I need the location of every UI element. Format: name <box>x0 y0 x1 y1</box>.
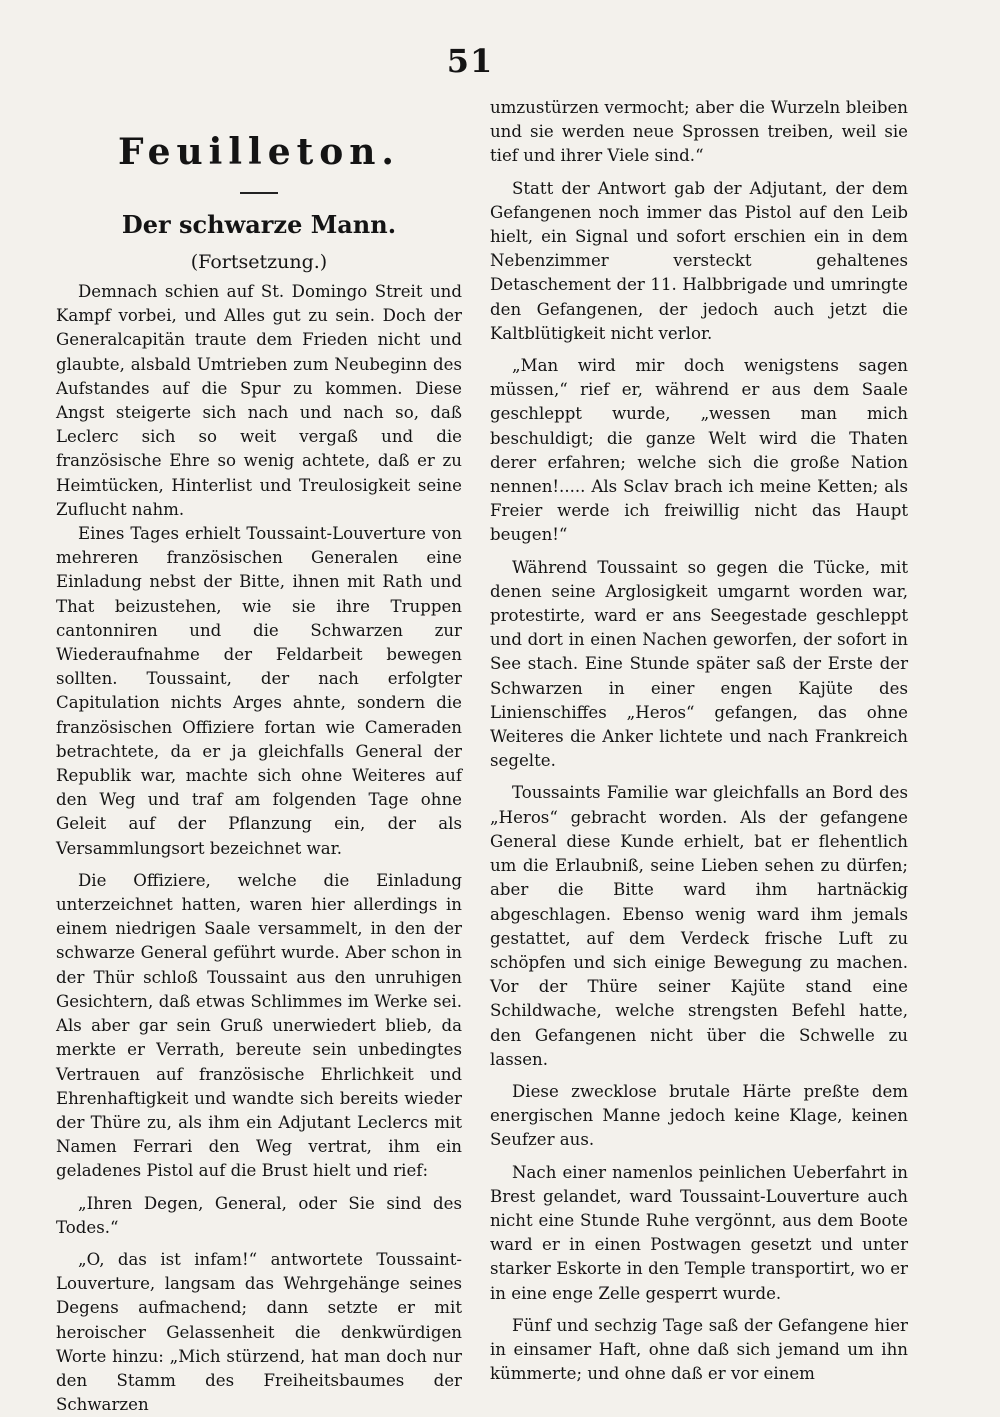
paragraph: „Ihren Degen, General, oder Sie sind des Todes.“ <box>56 1193 462 1237</box>
paragraph: „O, das ist infam!“ antwortete Toussaint-Louverture, langsam das Wehrgehänge seines Degens aufmachend; dann setzte er mit heroischer Gelassenheit die denkwürdigen Worte hinzu: „Mich stürzend, hat man doch nur den Stamm des Freiheitsbaumes der Schwarzen <box>56 1249 462 1415</box>
paragraph: Statt der Antwort gab der Adjutant, der dem Gefangenen noch immer das Pistol auf den Leib hielt, ein Signal und sofort erschien ein in dem Nebenzimmer versteckt gehaltenes Detaschement der 11. Halbbrigade und umringte den Gefangenen, der jedoch auch jetzt die Kaltblütigkeit nicht verlor. <box>490 178 908 343</box>
paragraph: umzustürzen vermocht; aber die Wurzeln bleiben und sie werden neue Sprossen treiben, weil sie tief und ihrer Viele sind.“ <box>490 98 908 166</box>
paragraph: Nach einer namenlos peinlichen Ueberfahrt in Brest gelandet, ward Toussaint-Louverture auch nicht eine Stunde Ruhe vergönnt, aus dem Boote ward er in einen Postwagen gesetzt und unter starker Eskorte in den Temple transportirt, wo er in eine enge Zelle gesperrt wurde. <box>490 1162 908 1303</box>
article-title: Der schwarze Mann. <box>121 210 397 239</box>
paragraph: Während Toussaint so gegen die Tücke, mit denen seine Arglosigkeit umgarnt worden war, protestirte, ward er ans Seegestade geschleppt und dort in einen Nachen geworfen, der sofort in See stach. Eine Stunde später saß der Erste der Schwarzen in einer engen Kajüte des Linienschiffes „Heros“ gefangen, das ohne Weiteres die Anker lichtete und nach Frankreich segelte. <box>490 557 908 771</box>
right-column <box>490 96 908 1386</box>
paragraph: Eines Tages erhielt Toussaint-Louverture von mehreren französischen Generalen eine Einladung nebst der Bitte, ihnen mit Rath und That beizustehen, wie sie ihre Truppen cantonniren und die Schwarzen zur Wiederaufnahme der Feldarbeit bewegen sollten. Toussaint, der nach erfolgter Capitulation nichts Arges ahnte, sondern die französischen Offiziere fortan wie Cameraden betrachtete, da er ja gleichfalls General der Republik war, machte sich ohne Weiteres auf den Weg und traf am folgenden Tage ohne Geleit auf der Pflanzung ein, der als Versammlungsort bezeichnet war. <box>56 524 462 858</box>
section-title: Feuilleton. <box>118 131 400 173</box>
title-divider <box>240 192 278 194</box>
paragraph: Demnach schien auf St. Domingo Streit und Kampf vorbei, und Alles gut zu sein. Doch der Generalcapitän traute dem Frieden nicht und glaubte, alsbald Umtrieben zum Neubeginn des Aufstandes auf die Spur zu kommen. Diese Angst steigerte sich nach und nach so, daß Leclerc sich so weit vergaß und die französische Ehre so wenig achtete, daß er zu Heimtücken, Hinterlist und Treulosigkeit seine Zuflucht nahm. <box>56 282 462 519</box>
paragraph: Die Offiziere, welche die Einladung unterzeichnet hatten, waren hier allerdings in einem niedrigen Saale versammelt, in den der schwarze General geführt wurde. Aber schon in der Thür schloß Toussaint aus den unruhigen Gesichtern, daß etwas Schlimmes im Werke sei. Als aber gar sein Gruß unerwiedert blieb, da merkte er Verrath, bereute sein unbedingtes Vertrauen auf französische Ehrlichkeit und Ehrenhaftigkeit und wandte sich bereits wieder der Thüre zu, als ihm ein Adjutant Leclercs mit Namen Ferrari den Weg vertrat, ihm ein geladenes Pistol auf die Brust hielt und rief: <box>56 870 462 1181</box>
paragraph: Toussaints Familie war gleichfalls an Bord des „Heros“ gebracht worden. Als der gefangene General diese Kunde erhielt, bat er flehentlich um die Erlaubniß, seine Lieben sehen zu dürfen; aber die Bitte ward ihm hartnäckig abgeschlagen. Ebenso wenig ward ihm jemals gestattet, auf dem Verdeck frische Luft zu schöpfen und sich einige Bewegung zu machen. Vor der Thüre seiner Kajüte stand eine Schildwache, welche strengsten Befehl hatte, den Gefangenen nicht über die Schwelle zu lassen. <box>490 783 908 1069</box>
paragraph: Fünf und sechzig Tage saß der Gefangene hier in einsamer Haft, ohne daß sich jemand um ihn kümmerte; und ohne daß er vor einem <box>490 1315 908 1384</box>
page-number: 51 <box>446 42 494 80</box>
continuation-note: (Fortsetzung.) <box>190 251 328 273</box>
left-column <box>56 130 462 1417</box>
paragraph: „Man wird mir doch wenigstens sagen müssen,“ rief er, während er aus dem Saale geschleppt wurde, „wessen man mich beschuldigt; die ganze Welt wird die Thaten derer erfahren; welche sich die große Nation nennen!..... Als Sclav brach ich meine Ketten; als Freier werde ich freiwillig nicht das Haupt beugen!“ <box>490 356 908 545</box>
paragraph: Diese zwecklose brutale Härte preßte dem energischen Manne jedoch keine Klage, keinen Seufzer aus. <box>490 1081 908 1150</box>
